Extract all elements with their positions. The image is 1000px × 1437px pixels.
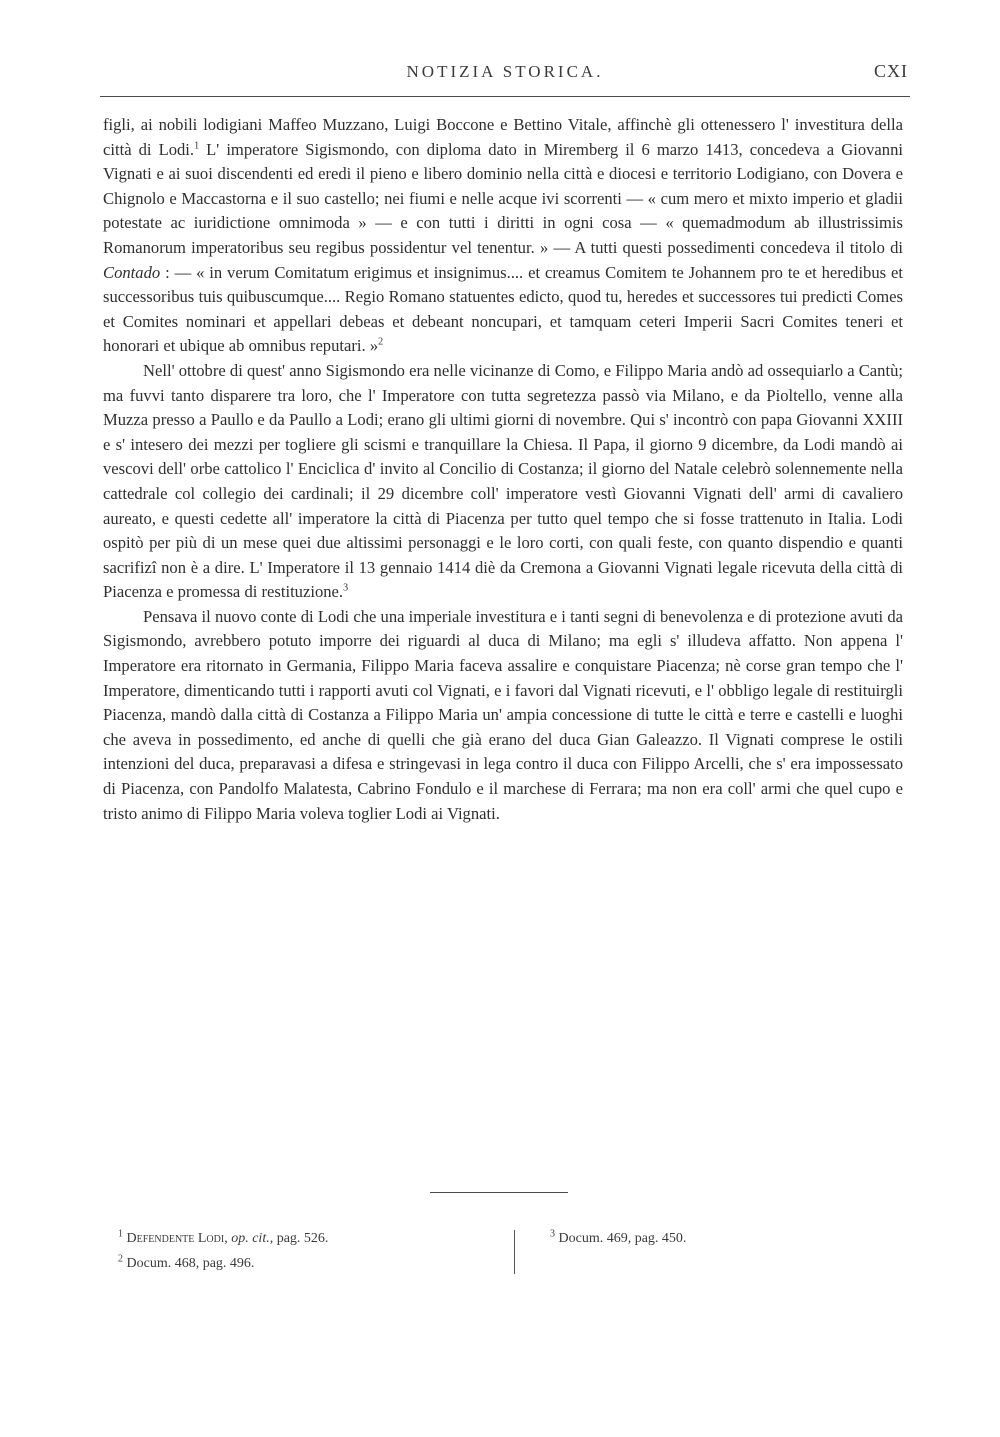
- paragraph-2: [103, 359, 903, 605]
- paragraph-1-text-c: : — « in verum Comitatum erigimus et insignimus.... et creamus Comitem te Johannem pro te et heredibus et successoribus tuis quibuscumque.... Regio Romano statuentes edicto, quod tu, heredes et successores tui predicti Comes et Comites nominari et appellari debeas et debeant noncupari, et tamquam ceteri Imperii Sacri Comites teneri et honorari et ubique ab omnibus reputari. »: [103, 262, 903, 356]
- footnote-3-text: Docum. 469, pag. 450.: [558, 1231, 687, 1246]
- footnote-rule: [430, 1192, 568, 1193]
- footnote-1-page: pag. 526.: [276, 1231, 329, 1246]
- footnote-2-text: Docum. 468, pag. 496.: [126, 1256, 255, 1271]
- footnote-ref-1: 1: [194, 140, 200, 152]
- paragraph-1-text-a: figli, ai nobili lodigiani Maffeo Muzzano, Luigi Boccone e Bettino Vitale, affinchè gli ottenessero l' investitura della città di Lodi.: [103, 115, 903, 159]
- footnotes-right-column: [550, 1226, 810, 1251]
- footnote-1-author: Defendente Lodi,: [126, 1231, 228, 1246]
- page-header: [102, 60, 908, 94]
- footnote-ref-3: 3: [343, 582, 349, 594]
- footnote-column-divider: [514, 1230, 515, 1274]
- paragraph-1-text-b: L' imperatore Sigismondo, con diploma dato in Miremberg il 6 marzo 1413, concedeva a Giovanni Vignati e ai suoi discendenti ed eredi il pieno e libero dominio nella città e diocesi e territorio Lodigiano, con Dovera e Chignolo e Maccastorna e il suo castello; nei fiumi e nelle acque ivi scorrenti — « cum mero et mixto imperio et gladii potestate ac iuridictione omnimoda » — e con tutti i diritti in ogni cosa — « quemadmodum ab illustrissimis Romanorum imperatoribus seu regibus possidentur vel tenentur. » — A tutti questi possedimenti concedeva il titolo di: [103, 139, 903, 257]
- footnote-1: [118, 1226, 498, 1251]
- paragraph-1: [103, 113, 903, 359]
- footnotes-left-column: [118, 1226, 498, 1276]
- header-rule: [100, 96, 910, 97]
- footnote-3: [550, 1226, 810, 1251]
- footnote-ref-2: 2: [378, 336, 384, 348]
- contado-term: Contado: [103, 262, 161, 282]
- footnote-3-number: 3: [550, 1228, 555, 1240]
- footnote-2-number: 2: [118, 1253, 123, 1265]
- paragraph-2-text: Nell' ottobre di quest' anno Sigismondo era nelle vicinanze di Como, e Filippo Maria andò ad ossequiarlo a Cantù; ma fuvvi tanto disparere tra loro, che l' Imperatore con tutta segretezza passò via Milano, e da Pioltello, venne alla Muzza presso a Paullo e da Paullo a Lodi; erano gli ultimi giorni di novembre. Qui s' incontrò con papa Giovanni XXIII e s' intesero dei mezzi per togliere gli scismi e tranquillare la Chiesa. Il Papa, il giorno 9 dicembre, da Lodi mandò ai vescovi dell' orbe cattolico l' Enciclica d' invito al Concilio di Costanza; il giorno del Natale celebrò solennemente nella cattedrale col collegio dei cardinali; il 29 dicembre coll' imperatore vestì Giovanni Vignati dell' armi di cavaliero aureato, e questi cedette all' imperatore la città di Piacenza per tutto quel tempo che si fosse trattenuto in Italia. Lodi ospitò per più di un mese quei due altissimi personaggi e le loro corti, con quali feste, con quanto dispendio e quanti sacrifizî non è a dire. L' Imperatore il 13 gennaio 1414 diè da Cremona a Giovanni Vignati legale ricevuta della città di Piacenza e promessa di restituzione.: [103, 360, 903, 602]
- main-text: [103, 113, 903, 826]
- paragraph-3-text: Pensava il nuovo conte di Lodi che una imperiale investitura e i tanti segni di benevolenza e di protezione avuti da Sigismondo, avrebbero potuto imporre dei riguardi al duca di Milano; ma egli s' illudeva affatto. Non appena l' Imperatore era ritornato in Germania, Filippo Maria faceva assalire e conquistare Piacenza; nè corse gran tempo che l' Imperatore, dimenticando tutti i rapporti avuti col Vignati, e i favori dal Vignati ricevuti, e l' obbligo legale di restituirgli Piacenza, mandò dalla città di Costanza a Filippo Maria un' ampia concessione di tutte le città e terre e castelli e luoghi che aveva in possedimento, ed anche di quelli che già erano del duca Gian Galeazzo. Il Vignati comprese le ostili intenzioni del duca, preparavasi a difesa e stringevasi in lega contro il duca con Filippo Arcelli, che s' era impossessato di Piacenza, con Pandolfo Malatesta, Cabrino Fondulo e il marchese di Ferrara; ma non era coll' armi che quel cupo e tristo animo di Filippo Maria voleva toglier Lodi ai Vignati.: [103, 606, 903, 823]
- footnote-1-number: 1: [118, 1228, 123, 1240]
- paragraph-3: [103, 605, 903, 826]
- page-number: CXI: [874, 61, 908, 81]
- running-title: NOTIZIA STORICA.: [406, 62, 604, 81]
- footnote-2: [118, 1251, 498, 1276]
- footnote-1-citation: op. cit.,: [231, 1231, 274, 1246]
